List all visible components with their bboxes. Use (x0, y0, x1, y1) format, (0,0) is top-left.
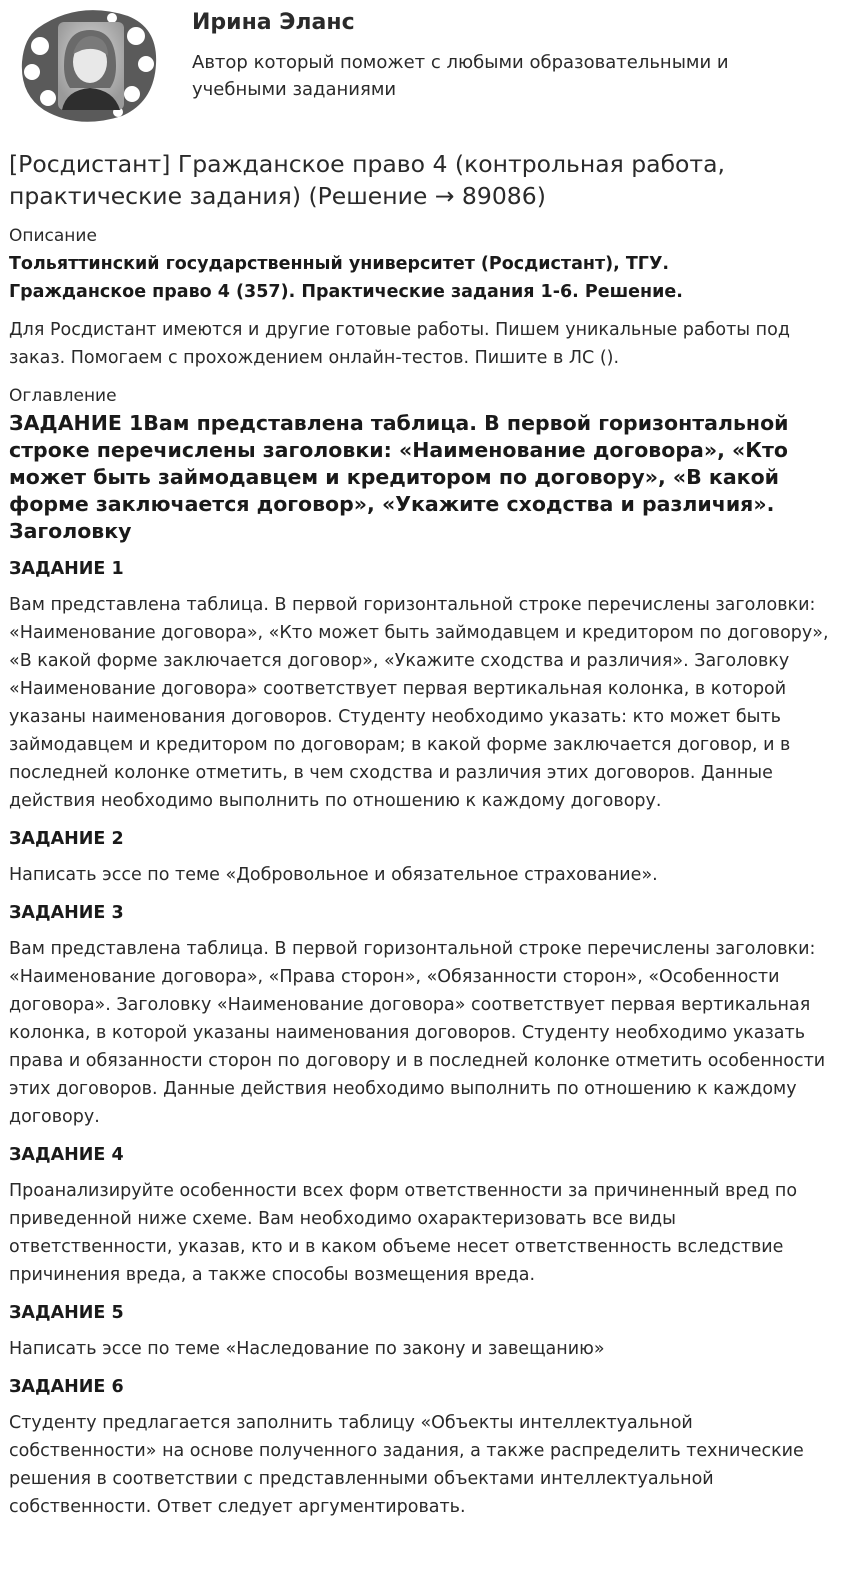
task-1 (9, 555, 838, 815)
task-title: ЗАДАНИЕ 6 (9, 1377, 124, 1397)
description-course: Гражданское право 4 (357). Практические задания 1-6. Решение. (9, 282, 683, 302)
task-text: Вам представлена таблица. В первой горизонтальной строке перечислены заголовки: «Наименование договора», «Права сторон», «Обязанности сторон», «Особенности договора». Заголовку «Наименование договора» соответствует первая вертикальная колонка, в которой указаны наименования договоров. Студенту необходимо указать права и обязанности сторон по договору и в последней колонке отметить особенности этих договоров. Данные действия необходимо выполнить по отношению к каждому договору. (9, 939, 826, 1127)
toc-heading: ЗАДАНИЕ 1Вам представлена таблица. В первой горизонтальной строке перечислены заголовки: «Наименование договора», «Кто может быть займодавцем и кредитором по договору», «В какой форме заключается договор», «Укажите сходства и различия». Заголовку (9, 411, 789, 543)
description-university: Тольяттинский государственный университет (Росдистант), ТГУ. (9, 254, 670, 274)
author-bio: Автор который поможет с любыми образовательными и учебными заданиями (192, 52, 729, 100)
task-text: Проанализируйте особенности всех форм ответственности за причиненный вред по приведенной ниже схеме. Вам необходимо охарактеризовать все виды ответственности, указав, кто и в каком объеме несет ответственность вследствие причинения вреда, а также способы возмещения вреда. (9, 1181, 798, 1285)
task-3 (9, 899, 838, 1131)
task-text: Вам представлена таблица. В первой горизонтальной строке перечислены заголовки: «Наименование договора», «Кто может быть займодавцем и кредитором по договору», «В какой форме заключается договор», «Укажите сходства и различия». Заголовку «Наименование договора» соответствует первая вертикальная колонка, в которой указаны наименования договоров. Студенту необходимо указать: кто может быть займодавцем и кредитором по договорам; в какой форме заключается договор, и в последней колонке отметить, в чем сходства и различия этих договоров. Данные действия необходимо выполнить по отношению к каждому договору. (9, 595, 829, 811)
task-title: ЗАДАНИЕ 2 (9, 829, 124, 849)
author-name[interactable]: Ирина Эланс (192, 10, 355, 35)
task-text: Написать эссе по теме «Добровольное и обязательное страхование». (9, 865, 658, 885)
author-header (9, 0, 838, 130)
toc-label: Оглавление (9, 386, 117, 406)
task-5 (9, 1299, 838, 1363)
task-text: Студенту предлагается заполнить таблицу «Объекты интеллектуальной собственности» на основе полученного задания, а также распределить технические решения в соответствии с представленными объектами интеллектуальной собственности. Ответ следует аргументировать. (9, 1413, 804, 1517)
task-title: ЗАДАНИЕ 1 (9, 559, 124, 579)
task-6 (9, 1373, 838, 1521)
task-title: ЗАДАНИЕ 3 (9, 903, 124, 923)
work-title: [Росдистант] Гражданское право 4 (контрольная работа, практические задания) (Решение → 89086) (9, 150, 725, 210)
task-list (9, 555, 838, 1521)
author-avatar[interactable] (18, 6, 160, 124)
description-label: Описание (9, 226, 97, 246)
task-2 (9, 825, 838, 889)
task-title: ЗАДАНИЕ 4 (9, 1145, 124, 1165)
task-4 (9, 1141, 838, 1289)
task-text: Написать эссе по теме «Наследование по закону и завещанию» (9, 1339, 605, 1359)
task-title: ЗАДАНИЕ 5 (9, 1303, 124, 1323)
promo-text: Для Росдистант имеются и другие готовые работы. Пишем уникальные работы под заказ. Помогаем с прохождением онлайн-тестов. Пишите в ЛС (). (9, 320, 790, 368)
